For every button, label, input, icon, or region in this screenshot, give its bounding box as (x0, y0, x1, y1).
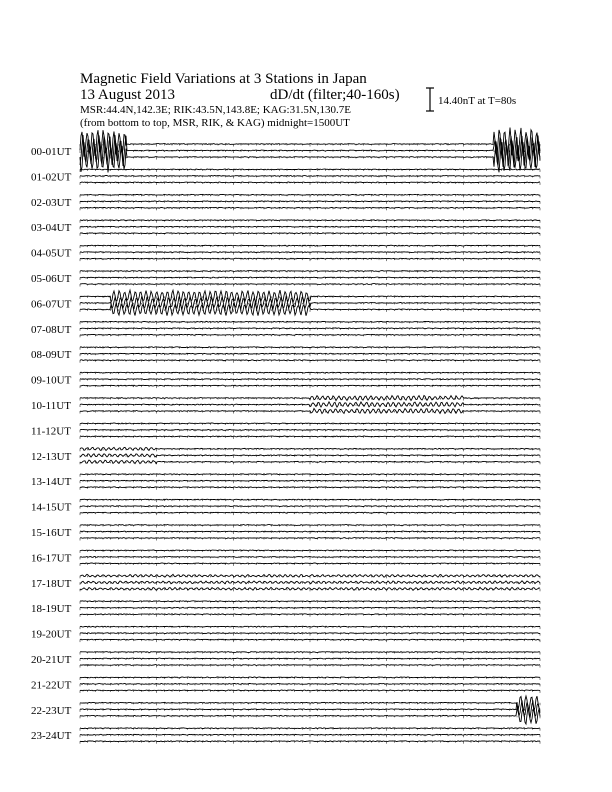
hour-label: 23-24UT (31, 730, 72, 743)
scale-label: 14.40nT at T=80s (438, 95, 517, 107)
chart-date: 13 August 2013 (80, 87, 176, 103)
row-12-13UT (31, 447, 540, 464)
row-22-23UT (31, 696, 540, 724)
row-00-01UT (31, 128, 540, 173)
hour-label: 20-21UT (31, 654, 72, 666)
chart-quantity: dD/dt (filter;40-160s) (270, 87, 400, 103)
hour-label: 17-18UT (31, 577, 72, 590)
row-18-19UT (31, 601, 540, 617)
hour-label: 03-04UT (31, 222, 72, 235)
hour-label: 16-17UT (31, 552, 72, 565)
row-10-11UT (31, 396, 540, 414)
hour-label: 10-11UT (31, 400, 71, 412)
station-coordinates: MSR:44.4N,142.3E; RIK:43.5N,143.8E; KAG:31.5N,130.7E (80, 104, 352, 116)
row-13-14UT (31, 474, 540, 490)
hour-label: 07-08UT (31, 323, 72, 336)
hour-label: 19-20UT (31, 628, 72, 641)
row-03-04UT (31, 220, 540, 236)
station-order-note: (from bottom to top, MSR, RIK, & KAG) midnight=1500UT (80, 117, 350, 129)
row-16-17UT (31, 550, 540, 566)
row-04-05UT (31, 245, 540, 261)
chart-title: Magnetic Field Variations at 3 Stations in Japan (80, 71, 367, 87)
hour-label: 12-13UT (31, 450, 72, 463)
row-15-16UT (31, 525, 540, 541)
hour-label: 08-09UT (31, 349, 72, 362)
row-06-07UT (31, 290, 540, 316)
hour-label: 21-22UT (31, 679, 72, 692)
hour-label: 01-02UT (31, 171, 72, 184)
hour-label: 15-16UT (31, 527, 72, 539)
row-21-22UT (31, 677, 540, 693)
row-05-06UT (31, 271, 540, 287)
row-17-18UT (31, 574, 540, 591)
row-20-21UT (31, 652, 540, 668)
hour-label: 22-23UT (31, 704, 72, 717)
hour-label: 09-10UT (31, 374, 72, 387)
hour-label: 13-14UT (31, 476, 72, 489)
row-14-15UT (31, 499, 540, 515)
hour-label: 02-03UT (31, 196, 72, 209)
hour-label: 05-06UT (31, 273, 72, 285)
hour-label: 18-19UT (31, 603, 72, 616)
hour-label: 14-15UT (31, 501, 72, 514)
scale-bar (426, 88, 434, 111)
row-09-10UT (31, 372, 540, 388)
hour-label: 00-01UT (31, 146, 72, 158)
row-07-08UT (31, 321, 540, 337)
row-23-24UT (31, 728, 540, 744)
trace-KAG (80, 290, 540, 302)
hour-label: 04-05UT (31, 247, 72, 260)
hour-label: 11-12UT (31, 425, 71, 438)
row-01-02UT (31, 169, 540, 185)
row-19-20UT (31, 626, 540, 642)
hour-label: 06-07UT (31, 298, 72, 311)
row-02-03UT (31, 194, 540, 210)
row-11-12UT (31, 423, 540, 439)
row-08-09UT (31, 347, 540, 363)
